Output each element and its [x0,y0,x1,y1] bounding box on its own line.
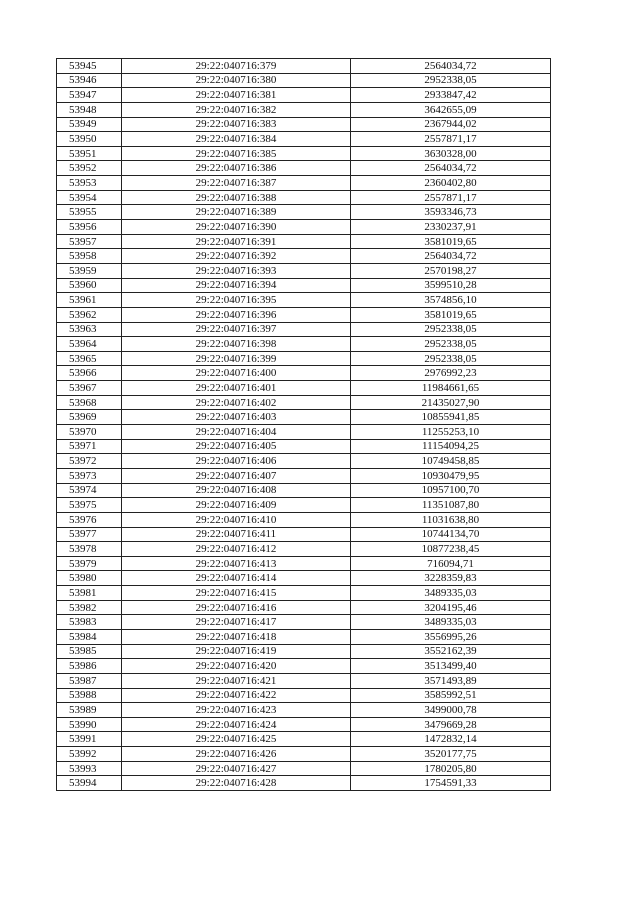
row-number-cell: 53994 [57,776,122,791]
table-row [57,586,551,601]
cadastral-value-cell: 2952338,05 [351,73,551,88]
cadastral-value-cell: 2570198,27 [351,263,551,278]
cadastral-number-cell: 29:22:040716:392 [122,249,351,264]
cadastral-value-cell: 3593346,73 [351,205,551,220]
row-number-cell: 53975 [57,498,122,513]
cadastral-number-cell: 29:22:040716:419 [122,644,351,659]
table-row [57,366,551,381]
table-row [57,73,551,88]
cadastral-value-cell: 2360402,80 [351,176,551,191]
cadastral-value-table [56,58,551,791]
cadastral-number-cell: 29:22:040716:385 [122,146,351,161]
cadastral-number-cell: 29:22:040716:389 [122,205,351,220]
table-row [57,395,551,410]
cadastral-number-cell: 29:22:040716:398 [122,337,351,352]
cadastral-value-cell: 11351087,80 [351,498,551,513]
row-number-cell: 53956 [57,220,122,235]
row-number-cell: 53971 [57,439,122,454]
table-row [57,542,551,557]
row-number-cell: 53957 [57,234,122,249]
table-row [57,512,551,527]
cadastral-number-cell: 29:22:040716:380 [122,73,351,88]
row-number-cell: 53948 [57,102,122,117]
row-number-cell: 53991 [57,732,122,747]
cadastral-number-cell: 29:22:040716:411 [122,527,351,542]
table-body [57,59,551,791]
row-number-cell: 53954 [57,190,122,205]
row-number-cell: 53968 [57,395,122,410]
cadastral-value-cell: 3520177,75 [351,747,551,762]
row-number-cell: 53950 [57,132,122,147]
cadastral-value-cell: 3479669,28 [351,717,551,732]
table-row [57,263,551,278]
row-number-cell: 53984 [57,629,122,644]
cadastral-number-cell: 29:22:040716:400 [122,366,351,381]
table-row [57,498,551,513]
row-number-cell: 53962 [57,307,122,322]
cadastral-value-cell: 3552162,39 [351,644,551,659]
table-row [57,747,551,762]
cadastral-number-cell: 29:22:040716:409 [122,498,351,513]
cadastral-number-cell: 29:22:040716:390 [122,220,351,235]
cadastral-number-cell: 29:22:040716:386 [122,161,351,176]
table-row [57,190,551,205]
table-row [57,117,551,132]
cadastral-value-cell: 10930479,95 [351,468,551,483]
row-number-cell: 53987 [57,673,122,688]
cadastral-number-cell: 29:22:040716:405 [122,439,351,454]
cadastral-value-cell: 2367944,02 [351,117,551,132]
table-row [57,205,551,220]
cadastral-number-cell: 29:22:040716:384 [122,132,351,147]
cadastral-value-cell: 10957100,70 [351,483,551,498]
row-number-cell: 53989 [57,703,122,718]
table-row [57,688,551,703]
table-row [57,761,551,776]
cadastral-value-cell: 2557871,17 [351,132,551,147]
table-row [57,176,551,191]
cadastral-value-cell: 716094,71 [351,556,551,571]
cadastral-number-cell: 29:22:040716:414 [122,571,351,586]
cadastral-value-cell: 1754591,33 [351,776,551,791]
cadastral-value-cell: 3630328,00 [351,146,551,161]
cadastral-number-cell: 29:22:040716:403 [122,410,351,425]
table-row [57,381,551,396]
cadastral-number-cell: 29:22:040716:396 [122,307,351,322]
row-number-cell: 53973 [57,468,122,483]
table-row [57,659,551,674]
cadastral-number-cell: 29:22:040716:401 [122,381,351,396]
cadastral-value-cell: 21435027,90 [351,395,551,410]
table-row [57,425,551,440]
row-number-cell: 53990 [57,717,122,732]
cadastral-value-cell: 10744134,70 [351,527,551,542]
row-number-cell: 53969 [57,410,122,425]
row-number-cell: 53992 [57,747,122,762]
table-row [57,600,551,615]
cadastral-number-cell: 29:22:040716:421 [122,673,351,688]
table-row [57,732,551,747]
table-row [57,527,551,542]
cadastral-value-cell: 2557871,17 [351,190,551,205]
cadastral-number-cell: 29:22:040716:387 [122,176,351,191]
table-row [57,146,551,161]
table-row [57,410,551,425]
cadastral-value-cell: 3489335,03 [351,586,551,601]
row-number-cell: 53953 [57,176,122,191]
table-row [57,454,551,469]
row-number-cell: 53967 [57,381,122,396]
cadastral-value-cell: 2564034,72 [351,59,551,74]
table-row [57,102,551,117]
table-row [57,59,551,74]
table-row [57,439,551,454]
row-number-cell: 53964 [57,337,122,352]
table-row [57,351,551,366]
row-number-cell: 53963 [57,322,122,337]
table-row [57,307,551,322]
cadastral-number-cell: 29:22:040716:402 [122,395,351,410]
cadastral-value-cell: 3581019,65 [351,234,551,249]
row-number-cell: 53945 [57,59,122,74]
row-number-cell: 53958 [57,249,122,264]
cadastral-value-cell: 3489335,03 [351,615,551,630]
row-number-cell: 53983 [57,615,122,630]
table-row [57,615,551,630]
cadastral-number-cell: 29:22:040716:412 [122,542,351,557]
row-number-cell: 53960 [57,278,122,293]
row-number-cell: 53979 [57,556,122,571]
row-number-cell: 53966 [57,366,122,381]
row-number-cell: 53976 [57,512,122,527]
table-row [57,249,551,264]
cadastral-number-cell: 29:22:040716:407 [122,468,351,483]
row-number-cell: 53978 [57,542,122,557]
table-row [57,132,551,147]
cadastral-value-cell: 2330237,91 [351,220,551,235]
cadastral-value-cell: 3556995,26 [351,629,551,644]
cadastral-value-cell: 11255253,10 [351,425,551,440]
cadastral-value-cell: 1780205,80 [351,761,551,776]
row-number-cell: 53965 [57,351,122,366]
row-number-cell: 53986 [57,659,122,674]
cadastral-number-cell: 29:22:040716:404 [122,425,351,440]
cadastral-value-cell: 3499000,78 [351,703,551,718]
cadastral-value-cell: 11031638,80 [351,512,551,527]
cadastral-number-cell: 29:22:040716:415 [122,586,351,601]
row-number-cell: 53946 [57,73,122,88]
row-number-cell: 53988 [57,688,122,703]
cadastral-value-cell: 3574856,10 [351,293,551,308]
cadastral-number-cell: 29:22:040716:382 [122,102,351,117]
cadastral-number-cell: 29:22:040716:379 [122,59,351,74]
cadastral-number-cell: 29:22:040716:381 [122,88,351,103]
table-row [57,483,551,498]
cadastral-value-cell: 3204195,46 [351,600,551,615]
cadastral-value-cell: 2933847,42 [351,88,551,103]
cadastral-number-cell: 29:22:040716:417 [122,615,351,630]
cadastral-number-cell: 29:22:040716:408 [122,483,351,498]
row-number-cell: 53949 [57,117,122,132]
table-row [57,556,551,571]
table-row [57,673,551,688]
cadastral-value-cell: 1472832,14 [351,732,551,747]
row-number-cell: 53985 [57,644,122,659]
table-row [57,703,551,718]
cadastral-value-cell: 3585992,51 [351,688,551,703]
table-row [57,571,551,586]
cadastral-value-cell: 3571493,89 [351,673,551,688]
cadastral-number-cell: 29:22:040716:418 [122,629,351,644]
row-number-cell: 53952 [57,161,122,176]
row-number-cell: 53980 [57,571,122,586]
table-row [57,468,551,483]
cadastral-value-cell: 2952338,05 [351,351,551,366]
cadastral-value-cell: 2952338,05 [351,337,551,352]
cadastral-value-cell: 10855941,85 [351,410,551,425]
cadastral-number-cell: 29:22:040716:420 [122,659,351,674]
cadastral-number-cell: 29:22:040716:391 [122,234,351,249]
table-row [57,234,551,249]
cadastral-value-cell: 3599510,28 [351,278,551,293]
row-number-cell: 53961 [57,293,122,308]
cadastral-number-cell: 29:22:040716:394 [122,278,351,293]
cadastral-value-cell: 11154094,25 [351,439,551,454]
row-number-cell: 53947 [57,88,122,103]
cadastral-number-cell: 29:22:040716:383 [122,117,351,132]
cadastral-number-cell: 29:22:040716:399 [122,351,351,366]
row-number-cell: 53977 [57,527,122,542]
cadastral-number-cell: 29:22:040716:416 [122,600,351,615]
cadastral-value-cell: 3642655,09 [351,102,551,117]
cadastral-value-cell: 3581019,65 [351,307,551,322]
table-row [57,220,551,235]
cadastral-value-cell: 3513499,40 [351,659,551,674]
cadastral-number-cell: 29:22:040716:413 [122,556,351,571]
table-row [57,278,551,293]
cadastral-number-cell: 29:22:040716:393 [122,263,351,278]
cadastral-value-cell: 10877238,45 [351,542,551,557]
table-row [57,644,551,659]
table-row [57,337,551,352]
cadastral-number-cell: 29:22:040716:423 [122,703,351,718]
cadastral-value-cell: 2564034,72 [351,249,551,264]
cadastral-value-cell: 2976992,23 [351,366,551,381]
row-number-cell: 53959 [57,263,122,278]
cadastral-value-cell: 2564034,72 [351,161,551,176]
cadastral-number-cell: 29:22:040716:388 [122,190,351,205]
table-row [57,776,551,791]
cadastral-value-cell: 10749458,85 [351,454,551,469]
cadastral-value-cell: 3228359,83 [351,571,551,586]
table-row [57,717,551,732]
table-row [57,293,551,308]
cadastral-number-cell: 29:22:040716:395 [122,293,351,308]
cadastral-number-cell: 29:22:040716:424 [122,717,351,732]
cadastral-number-cell: 29:22:040716:397 [122,322,351,337]
row-number-cell: 53974 [57,483,122,498]
cadastral-value-cell: 11984661,65 [351,381,551,396]
table-row [57,88,551,103]
table-row [57,629,551,644]
row-number-cell: 53982 [57,600,122,615]
cadastral-number-cell: 29:22:040716:428 [122,776,351,791]
cadastral-number-cell: 29:22:040716:426 [122,747,351,762]
row-number-cell: 53981 [57,586,122,601]
cadastral-number-cell: 29:22:040716:406 [122,454,351,469]
table-row [57,161,551,176]
row-number-cell: 53955 [57,205,122,220]
row-number-cell: 53951 [57,146,122,161]
row-number-cell: 53970 [57,425,122,440]
cadastral-number-cell: 29:22:040716:422 [122,688,351,703]
table-row [57,322,551,337]
row-number-cell: 53972 [57,454,122,469]
cadastral-number-cell: 29:22:040716:427 [122,761,351,776]
row-number-cell: 53993 [57,761,122,776]
cadastral-number-cell: 29:22:040716:410 [122,512,351,527]
cadastral-value-cell: 2952338,05 [351,322,551,337]
cadastral-number-cell: 29:22:040716:425 [122,732,351,747]
